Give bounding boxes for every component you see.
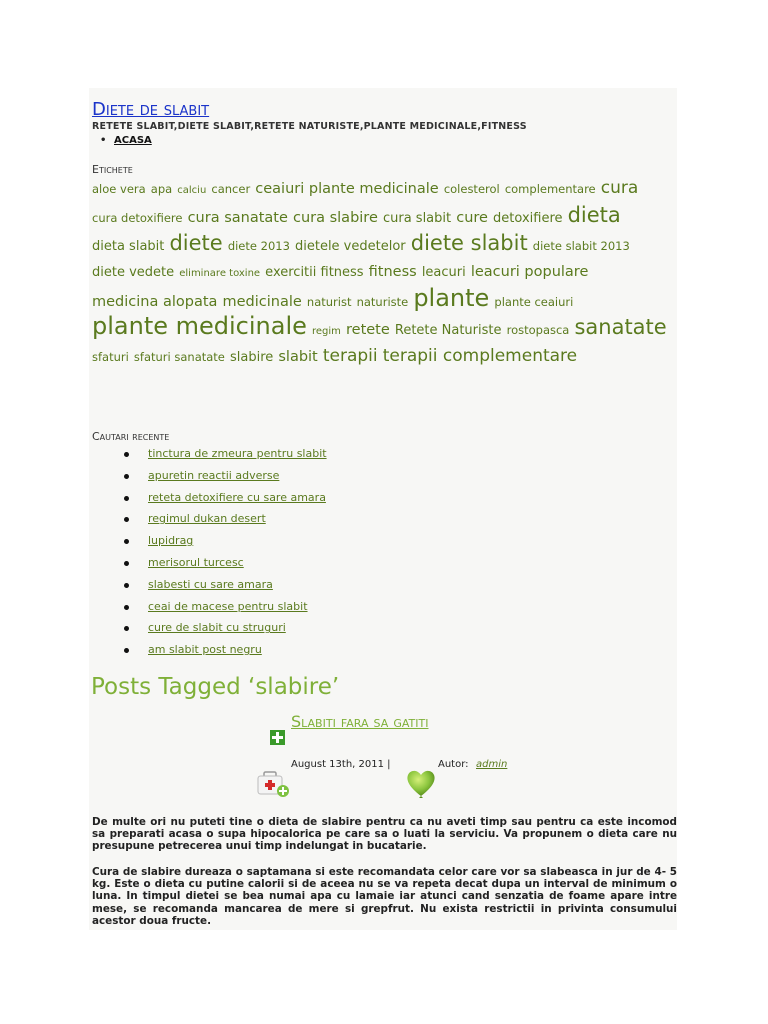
tag-link[interactable]: diete 2013 (227, 239, 290, 253)
tag-link[interactable]: detoxifiere (493, 211, 563, 226)
list-item (124, 469, 327, 491)
list-item (124, 491, 327, 513)
tag-link[interactable]: cura (600, 178, 639, 198)
tag-link[interactable]: sfaturi (92, 350, 129, 364)
recent-search-link[interactable]: lupidrag (148, 534, 194, 548)
list-item (124, 512, 327, 534)
recent-searches-list (124, 447, 327, 665)
tag-link[interactable]: naturist (306, 295, 352, 309)
green-cross-icon (270, 730, 285, 745)
tag-link[interactable]: dieta (567, 203, 621, 227)
recent-search-link[interactable]: slabesti cu sare amara (148, 577, 273, 591)
bullet-icon (124, 583, 129, 588)
bullet-icon (124, 496, 129, 501)
tag-link[interactable]: cancer (211, 182, 251, 196)
list-item (124, 556, 327, 578)
recent-search-link[interactable]: tinctura de zmeura pentru slabit (148, 447, 327, 460)
tag-link[interactable]: medicina alopata (92, 294, 218, 310)
post-paragraph: Cura de slabire dureaza o saptamana si este recomandata celor care vor sa slabeasca in jur de 4- 5 kg. Este o dieta cu putine calorii si de aceea nu se va repeta decat dupa un interval de minimum o luna. In timpul dietei se bea numai apa cu lamaie iar atunci cand senzatia de foame apare intre mese, se recomanda mancarea de mere si grepfrut. Nu exista restrictii in privinta consumului acestor doua fructe. (92, 866, 677, 927)
list-item (124, 534, 327, 556)
list-item (124, 578, 327, 600)
post-date: August 13th, 2011 | (291, 759, 391, 770)
tag-link[interactable]: slabit (278, 349, 318, 365)
tag-link[interactable]: plante medicinale (92, 312, 307, 340)
tag-link[interactable]: slabire (229, 350, 274, 365)
author-label: Autor: (438, 759, 469, 770)
tag-link[interactable]: diete slabit 2013 (532, 239, 630, 253)
bullet-icon (124, 561, 129, 566)
tag-link[interactable]: terapii complementare (382, 346, 578, 366)
post-paragraph: De multe ori nu puteti tine o dieta de slabire pentru ca nu aveti timp sau pentru ca este incomod sa preparati acasa o supa hipocalorica pe care sa o luati la serviciu. Va propunem o dieta care nu presupune petrecerea unui timp indelungat in bucatarie. (92, 816, 677, 853)
archive-title: Posts Tagged ‘slabire’ (91, 674, 340, 700)
tag-link[interactable]: aloe vera (92, 182, 146, 196)
green-heart-icon (405, 768, 437, 798)
recent-search-link[interactable]: apuretin reactii adverse (148, 468, 280, 482)
recent-searches-title: Cautari recente (92, 430, 170, 443)
bullet-icon (124, 517, 129, 522)
tag-link[interactable]: sfaturi sanatate (133, 350, 225, 364)
recent-search-link[interactable]: ceai de macese pentru slabit (148, 599, 308, 613)
tag-link[interactable]: cura detoxifiere (92, 211, 183, 225)
tag-link[interactable]: regim (311, 326, 341, 337)
post-title-link[interactable]: Slabiti fara sa gatiti (291, 712, 429, 731)
tag-link[interactable]: retete (346, 322, 390, 338)
tag-link[interactable]: apa (150, 182, 173, 196)
list-item (124, 643, 327, 665)
tag-link[interactable]: terapii (322, 346, 378, 366)
bullet-icon (124, 539, 129, 544)
tag-link[interactable]: plante ceaiuri (494, 295, 574, 309)
tag-link[interactable]: plante (413, 284, 490, 312)
tag-link[interactable]: Retete Naturiste (394, 323, 502, 338)
tag-link[interactable]: diete (169, 231, 223, 255)
bullet-icon (124, 605, 129, 610)
nav-item-acasa[interactable]: ACASA (114, 135, 152, 146)
list-item (124, 621, 327, 643)
main-nav (100, 135, 152, 146)
tag-cloud (92, 176, 682, 370)
tag-link[interactable]: colesterol (443, 182, 500, 196)
tag-link[interactable]: exercitii fitness (265, 265, 364, 280)
tag-link[interactable]: cura slabit (382, 211, 452, 226)
bullet-icon (124, 452, 129, 457)
bullet-icon (124, 648, 129, 653)
bullet-icon (124, 474, 129, 479)
recent-search-link[interactable]: merisorul turcesc (148, 555, 244, 569)
tag-link[interactable]: ceaiuri plante medicinale (255, 181, 439, 197)
tag-link[interactable]: eliminare toxine (179, 268, 261, 279)
tag-link[interactable]: dieta slabit (92, 239, 165, 254)
tag-link[interactable]: naturiste (356, 295, 409, 309)
recent-search-link[interactable]: am slabit post negru (148, 643, 262, 657)
author-link[interactable]: admin (476, 759, 508, 770)
recent-search-link[interactable]: cure de slabit cu struguri (148, 621, 286, 635)
tag-link[interactable]: diete slabit (410, 231, 528, 255)
recent-search-link[interactable]: regimul dukan desert (148, 512, 266, 526)
tag-link[interactable]: medicinale (222, 294, 302, 310)
tag-link[interactable]: sanatate (574, 315, 667, 339)
tag-link[interactable]: leacuri (421, 265, 466, 280)
first-aid-kit-icon (256, 770, 290, 798)
tag-link[interactable]: fitness (368, 264, 417, 280)
tag-link[interactable]: diete vedete (92, 265, 175, 280)
tags-widget-title: Etichete (92, 163, 133, 176)
tag-link[interactable]: calciu (177, 185, 207, 196)
tag-link[interactable]: cure (456, 210, 488, 226)
site-title[interactable]: Diete de slabit (92, 99, 210, 120)
tag-link[interactable]: cura sanatate (187, 210, 288, 226)
tag-link[interactable]: cura slabire (292, 210, 378, 226)
nav-bullet: • (100, 135, 107, 146)
recent-search-link[interactable]: reteta detoxifiere cu sare amara (148, 490, 326, 504)
tag-link[interactable]: leacuri populare (470, 264, 589, 280)
list-item (124, 447, 327, 469)
tag-link[interactable]: dietele vedetelor (294, 239, 406, 254)
tag-link[interactable]: rostopasca (506, 323, 570, 337)
tag-link[interactable]: complementare (504, 182, 596, 196)
bullet-icon (124, 626, 129, 631)
site-description: RETETE SLABIT,DIETE SLABIT,RETETE NATURISTE,PLANTE MEDICINALE,FITNESS (92, 121, 527, 132)
list-item (124, 600, 327, 622)
